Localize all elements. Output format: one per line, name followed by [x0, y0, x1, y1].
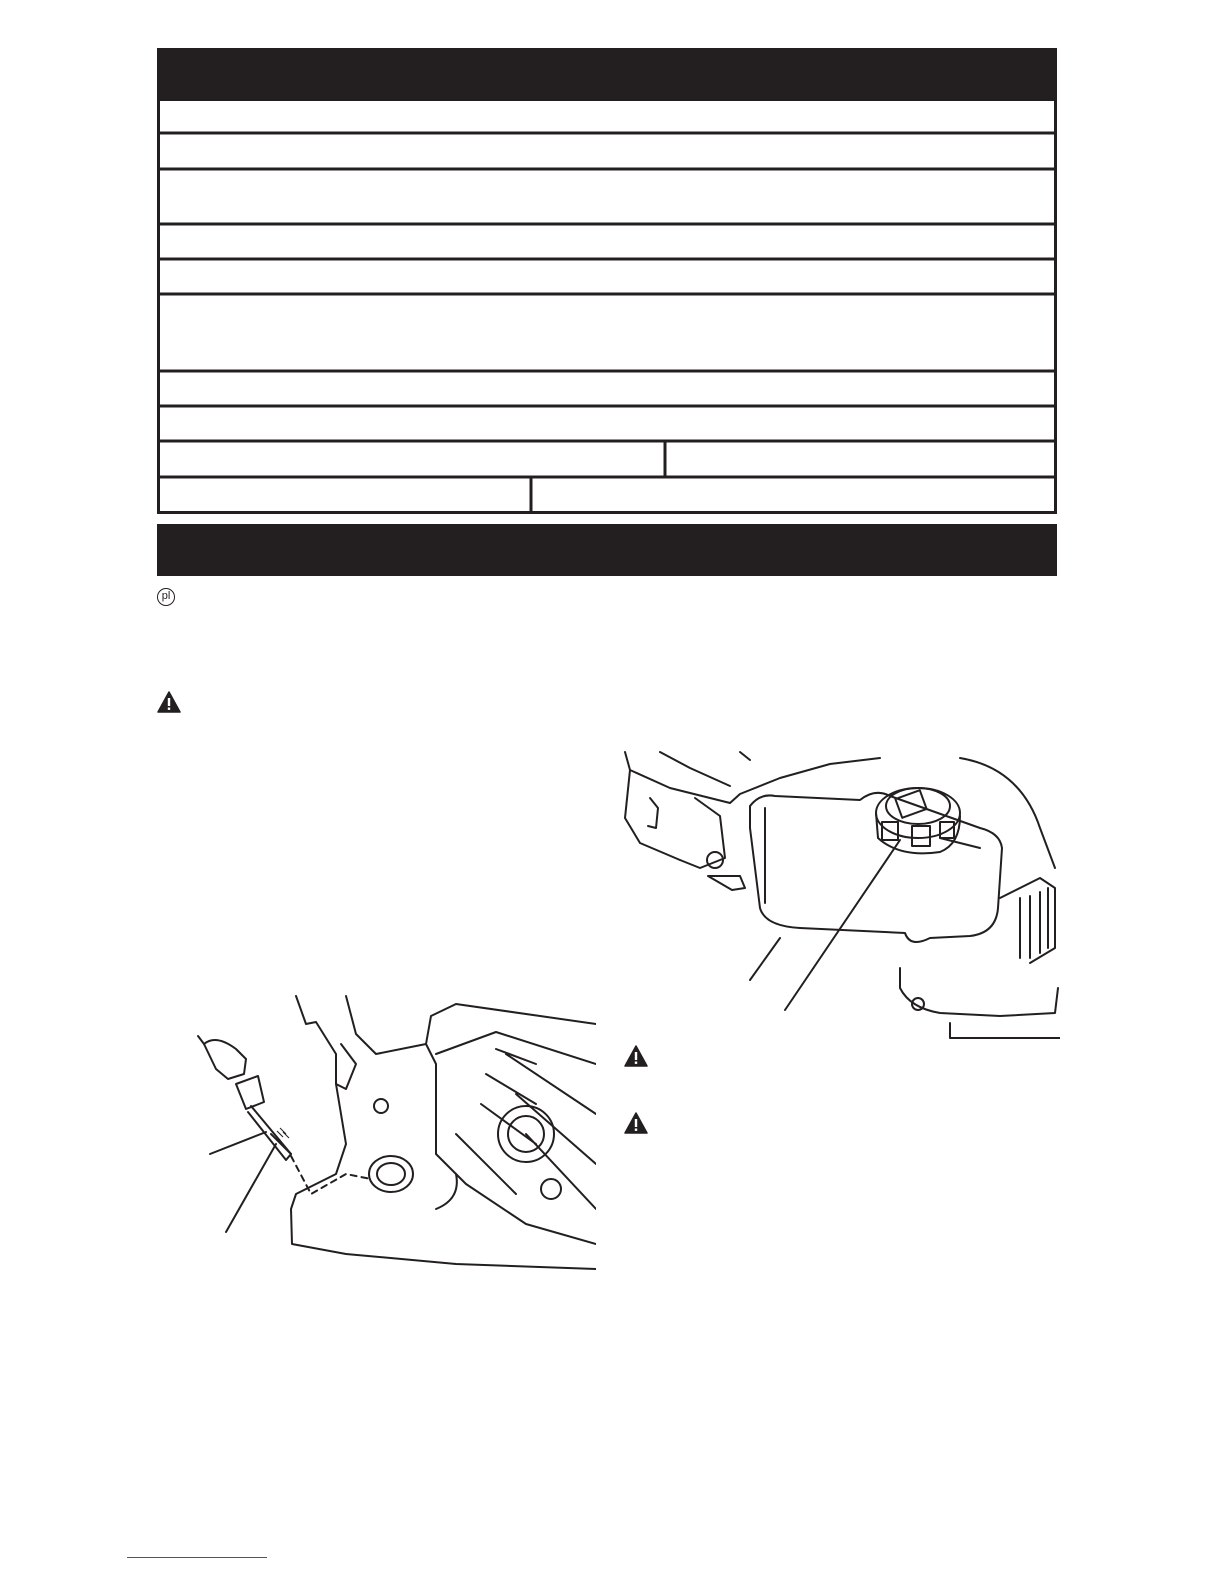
dipstick-illustration [196, 994, 596, 1276]
fuel-tank-illustration [600, 748, 1060, 1040]
warning-triangle-icon [157, 691, 181, 713]
language-badge: pl [157, 588, 175, 606]
header-bar [157, 48, 1057, 100]
warning-triangle-icon [624, 1045, 648, 1067]
warning-triangle-icon [624, 1112, 648, 1134]
footer-link-underline [127, 1557, 267, 1558]
section-bar [157, 524, 1057, 576]
form-table [157, 98, 1057, 514]
